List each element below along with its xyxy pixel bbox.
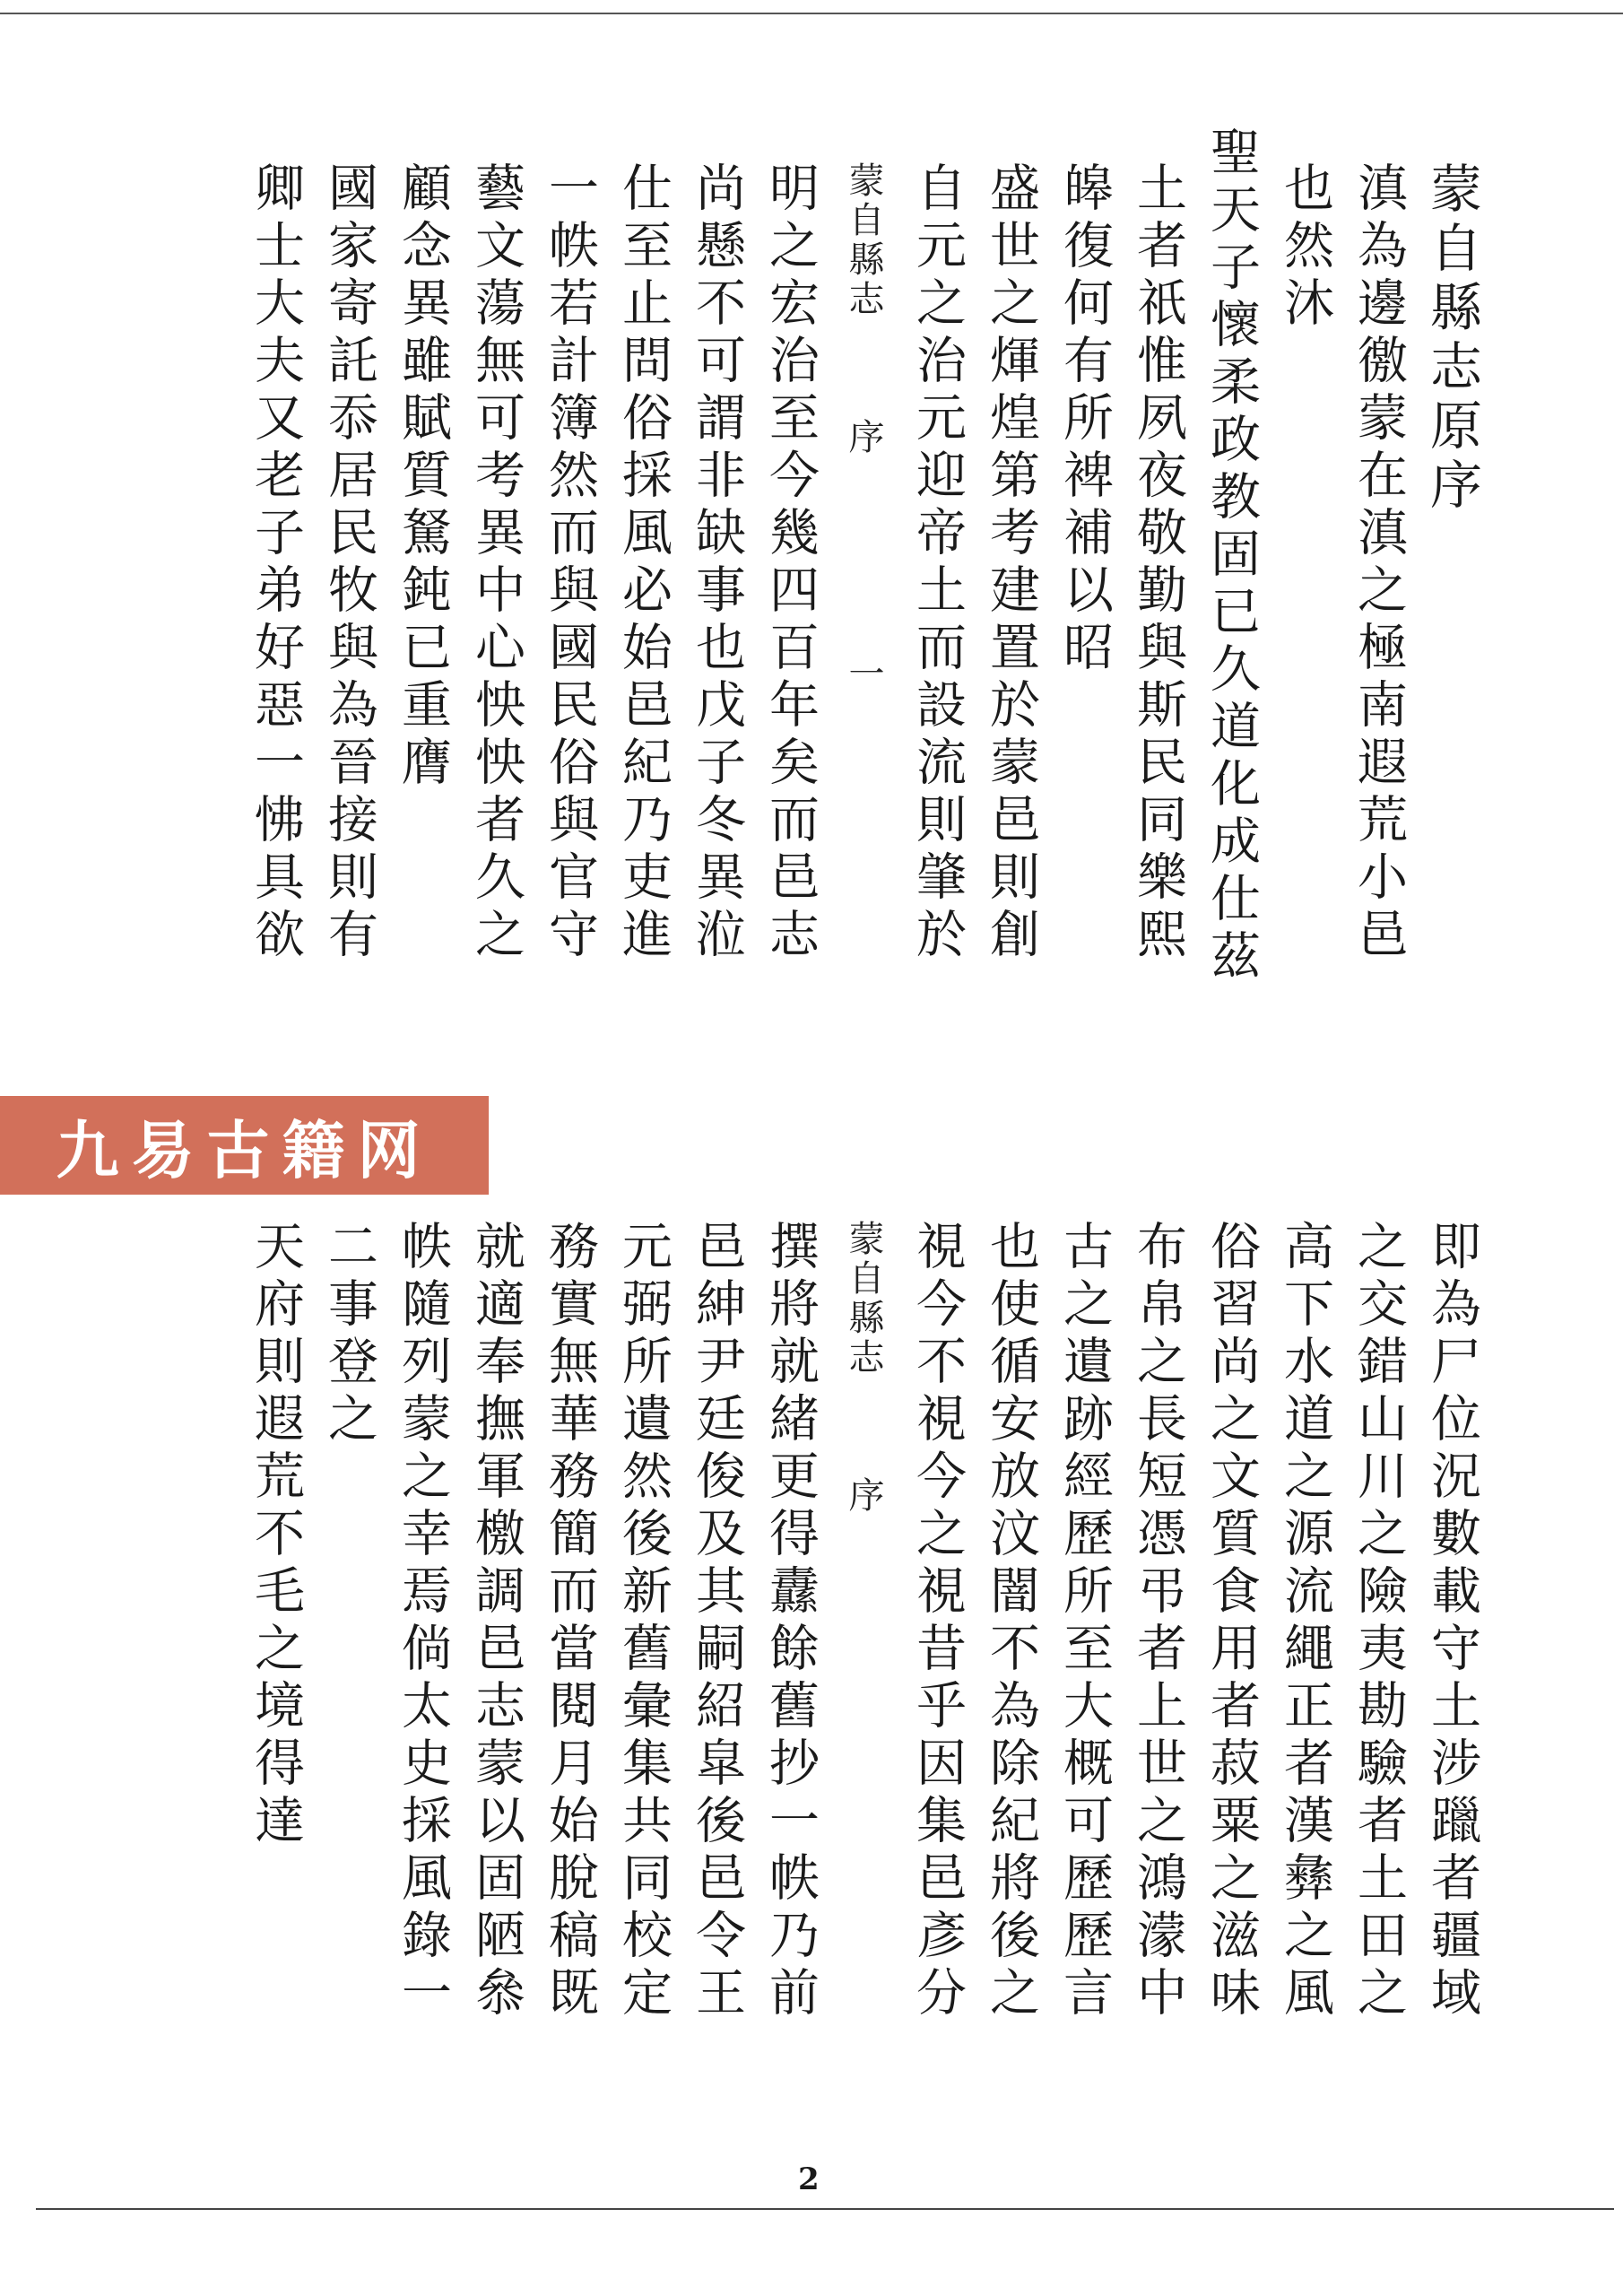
text-column: 土者祇惟夙夜敬勤與斯民同樂熙 bbox=[1129, 161, 1187, 965]
text-column: 國家寄託忝居民牧與為晉接則有 bbox=[320, 161, 378, 965]
text-column: 元弼所遺然後新舊彙集共同校定 bbox=[614, 1220, 673, 2023]
margin-section: 序 bbox=[843, 418, 884, 457]
page-margin-label bbox=[832, 1220, 895, 1516]
bottom-rule bbox=[36, 2208, 1614, 2210]
margin-book-title: 蒙自縣志 bbox=[843, 1220, 884, 1378]
margin-book-title: 蒙自縣志 bbox=[843, 161, 884, 319]
upper-text-block bbox=[143, 126, 1488, 1130]
text-column: 皞復何有所裨補以昭 bbox=[1055, 161, 1114, 678]
lower-text-block bbox=[143, 1220, 1488, 2188]
text-column: 視今不視今之視昔乎因集邑彥分 bbox=[908, 1220, 967, 2023]
text-column: 天府則遐荒不毛之境得達 bbox=[247, 1220, 305, 1851]
text-column: 古之遺跡經歷所至大概可歷歷言 bbox=[1055, 1220, 1114, 2023]
text-column: 邑紳尹廷俊及其嗣紹皐後邑令王 bbox=[688, 1220, 746, 2023]
margin-leaf-number: 一 bbox=[843, 655, 884, 694]
site-watermark: 九易古籍网 bbox=[0, 1096, 489, 1195]
top-rule bbox=[0, 13, 1623, 14]
text-column: 二事登之 bbox=[320, 1220, 378, 1449]
text-column: 聖天子懷柔政教固已久道化成仕茲 bbox=[1202, 126, 1261, 987]
text-column: 即為尸位況數載守土涉躐者疆域 bbox=[1423, 1220, 1481, 2023]
text-column: 盛世之煇煌第考建置於蒙邑則創 bbox=[982, 161, 1040, 965]
text-column: 帙隨列蒙之幸焉倘太史採風錄一 bbox=[394, 1220, 452, 2023]
text-column: 也使循安放汶闇不為除紀將後之 bbox=[982, 1220, 1040, 2023]
text-column: 卿士大夫又老子弟好惡一怫具欲 bbox=[247, 161, 305, 965]
text-column: 自元之治元迎帝土而設流則肇於 bbox=[908, 161, 967, 965]
text-column: 也然沐 bbox=[1276, 161, 1334, 334]
text-column: 仕至止問俗採風必始邑紀乃吏進 bbox=[614, 161, 673, 965]
text-column: 之交錯山川之險夷勘驗者土田之 bbox=[1350, 1220, 1408, 2023]
text-column: 明之宏治至今幾四百年矣而邑志 bbox=[761, 161, 820, 965]
text-column: 一帙若計簿然而與國民俗與官守 bbox=[541, 161, 599, 965]
text-column: 就適奉撫軍檄調邑志蒙以固陋叅 bbox=[467, 1220, 525, 2023]
text-column: 滇為邊徼蒙在滇之極南遐荒小邑 bbox=[1350, 161, 1408, 965]
text-column: 撰將就緒更得纛餘舊抄一帙乃前 bbox=[761, 1220, 820, 2023]
margin-section: 序 bbox=[843, 1476, 884, 1516]
page-margin-label bbox=[832, 161, 895, 694]
preface-title: 蒙自縣志原序 bbox=[1421, 161, 1482, 517]
page-number: 2 bbox=[798, 2161, 820, 2197]
text-column: 俗習尚之文質食用者菽粟之滋味 bbox=[1202, 1220, 1261, 2023]
text-column: 顧念異雖賦質駑鈍已重膺 bbox=[394, 161, 452, 793]
text-column: 藝文蕩無可考異中心怏怏者久之 bbox=[467, 161, 525, 965]
text-column: 務實無華務簡而當閱月始脫稿既 bbox=[541, 1220, 599, 2023]
text-column: 布帛之長短憑弔者上世之鴻濛中 bbox=[1129, 1220, 1187, 2023]
text-column: 高下水道之源流繩正者漢彝之風 bbox=[1276, 1220, 1334, 2023]
text-column: 尚懸不可謂非缺事也戊子冬異涖 bbox=[688, 161, 746, 965]
